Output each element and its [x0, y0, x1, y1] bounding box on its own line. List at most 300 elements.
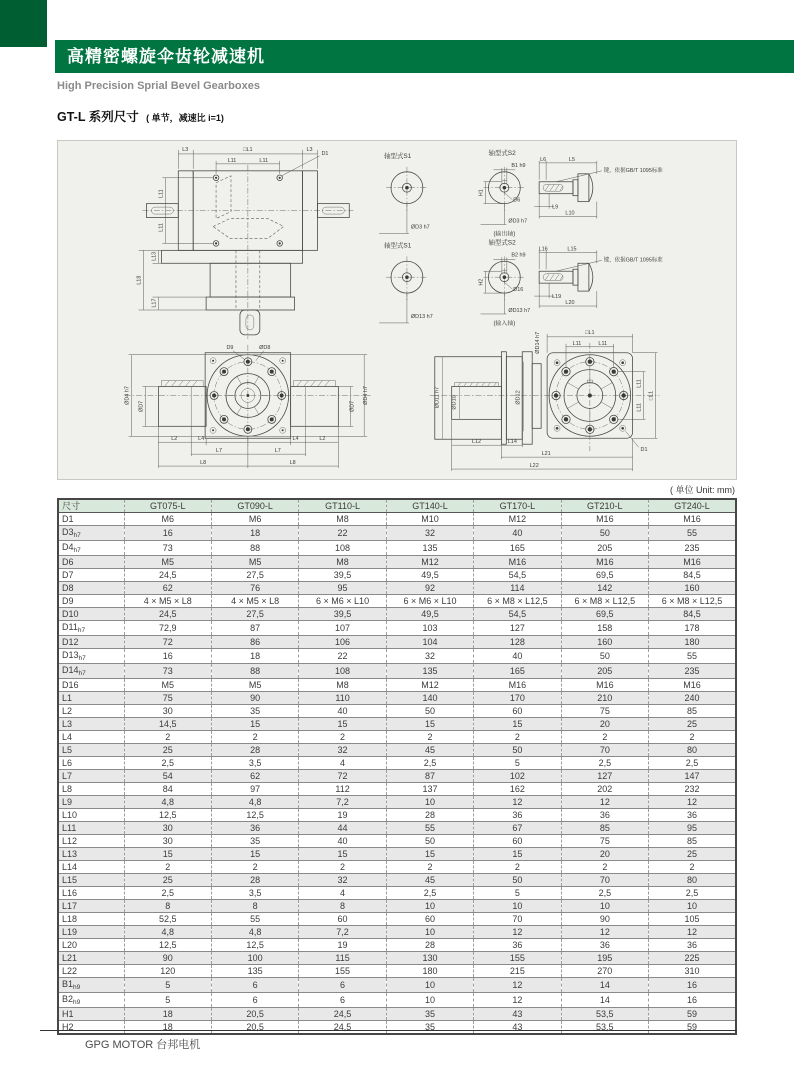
dim-value-cell: 50	[386, 705, 473, 718]
dim-value-cell: 44	[299, 822, 386, 835]
dim-label-cell: L8	[58, 783, 124, 796]
dim-label-cell: D16	[58, 679, 124, 692]
dim-value-cell: M8	[299, 679, 386, 692]
dim-value-cell: 2,5	[386, 887, 473, 900]
dim-label-cell: L10	[58, 809, 124, 822]
dim-value-cell: 15	[386, 718, 473, 731]
dim-value-cell: M5	[211, 679, 298, 692]
dim-label-l17: L17	[151, 298, 158, 308]
dim-value-cell: 115	[299, 952, 386, 965]
page-subtitle: High Precision Sprial Bevel Gearboxes	[57, 80, 260, 92]
dim-value-cell: 25	[649, 848, 736, 861]
col-header-model: GT110-L	[299, 499, 386, 513]
dim-value-cell: 90	[561, 913, 648, 926]
dim-value-cell: 20	[561, 718, 648, 731]
dim-value-cell: 2	[386, 731, 473, 744]
dim-value-cell: 240	[649, 692, 736, 705]
dim-value-cell: 4,8	[211, 796, 298, 809]
dim-label-cell: L3	[58, 718, 124, 731]
dim-value-cell: 170	[474, 692, 561, 705]
table-row	[58, 770, 736, 783]
dim-value-cell: 55	[386, 822, 473, 835]
col-header-model: GT210-L	[561, 499, 648, 513]
dim-value-cell: 25	[124, 874, 211, 887]
dim-label-l14: L14	[507, 439, 517, 446]
shaft-s2-title: 轴型式S2	[488, 239, 516, 247]
dim-value-cell: 19	[299, 809, 386, 822]
dim-label-l10: L10	[565, 210, 575, 217]
dim-value-cell: 114	[474, 582, 561, 595]
dim-value-cell: 6	[299, 993, 386, 1008]
dim-value-cell: 10	[386, 993, 473, 1008]
dim-value-cell: 6	[211, 993, 298, 1008]
dim-label-d1: D1	[640, 447, 648, 454]
table-row	[58, 913, 736, 926]
dim-value-cell: 2,5	[561, 757, 648, 770]
table-row	[58, 744, 736, 757]
dim-label-cell: L16	[58, 887, 124, 900]
dim-label-l3: L3	[306, 146, 313, 153]
dim-value-cell: 2,5	[124, 757, 211, 770]
dim-value-cell: 24,5	[124, 569, 211, 582]
dim-label-cell: D7	[58, 569, 124, 582]
dim-value-cell: 270	[561, 965, 648, 978]
dim-label-cell: D6	[58, 556, 124, 569]
dim-label-cell: H1	[58, 1008, 124, 1021]
dim-label-cell: L17	[58, 900, 124, 913]
dim-value-cell: 128	[474, 636, 561, 649]
dim-value-cell: 127	[474, 621, 561, 636]
dim-label-d7: ØD7	[138, 400, 145, 413]
dim-value-cell: 84,5	[649, 569, 736, 582]
dim-value-cell: 55	[649, 526, 736, 541]
dim-label-cell: L18	[58, 913, 124, 926]
dim-value-cell: 40	[299, 835, 386, 848]
dim-value-cell: 24,5	[299, 1008, 386, 1021]
dim-value-cell: 2,5	[386, 757, 473, 770]
col-header-model: GT240-L	[649, 499, 736, 513]
table-row	[58, 608, 736, 621]
table-row	[58, 1008, 736, 1021]
dim-label-b2: B2 h9	[511, 252, 526, 259]
dim-value-cell: 60	[386, 913, 473, 926]
dim-label-b1: B1 h9	[511, 162, 526, 169]
dim-value-cell: 2	[561, 861, 648, 874]
dim-label-l4: L4	[292, 436, 299, 443]
dim-value-cell: 72	[124, 636, 211, 649]
dim-value-cell: 25	[124, 744, 211, 757]
dim-value-cell: 19	[299, 939, 386, 952]
dim-label-d3: ØD3 h7	[508, 218, 528, 225]
table-row	[58, 887, 736, 900]
dim-value-cell: 205	[561, 541, 648, 556]
shaft-s1-title: 轴型式S1	[384, 152, 412, 160]
dim-value-cell: 5	[124, 993, 211, 1008]
dim-value-cell: 104	[386, 636, 473, 649]
dim-value-cell: 15	[474, 718, 561, 731]
dim-value-cell: 180	[649, 636, 736, 649]
dim-value-cell: 2	[649, 731, 736, 744]
table-row	[58, 965, 736, 978]
dim-label-l21: L21	[541, 451, 551, 458]
dim-value-cell: 85	[649, 705, 736, 718]
section-heading	[57, 107, 224, 126]
dim-value-cell: 45	[386, 744, 473, 757]
dim-value-cell: M5	[211, 556, 298, 569]
dim-value-cell: 30	[124, 705, 211, 718]
dim-label-d14: ØD14 h7	[535, 331, 542, 354]
dim-value-cell: 147	[649, 770, 736, 783]
input-shaft-label: (输入轴)	[493, 320, 516, 327]
dim-value-cell: 59	[649, 1008, 736, 1021]
dim-label-l1: □L1	[585, 329, 595, 336]
dim-value-cell: 4 × M5 × L8	[211, 595, 298, 608]
dim-value-cell: 2	[211, 731, 298, 744]
table-row	[58, 731, 736, 744]
dim-label-d4: ØD4 h7	[363, 386, 370, 405]
dim-label-cell: D3h7	[58, 526, 124, 541]
dim-value-cell: 155	[474, 952, 561, 965]
dim-label-d3: ØD3 h7	[410, 224, 430, 231]
dim-value-cell: 75	[561, 705, 648, 718]
dim-value-cell: 14	[561, 993, 648, 1008]
dim-value-cell: 12	[649, 926, 736, 939]
dim-value-cell: 86	[211, 636, 298, 649]
dim-value-cell: 20	[561, 848, 648, 861]
dim-value-cell: 28	[211, 874, 298, 887]
dim-label-cell: D10	[58, 608, 124, 621]
dim-label-cell: D1	[58, 513, 124, 526]
dim-value-cell: 195	[561, 952, 648, 965]
dim-value-cell: 127	[561, 770, 648, 783]
dim-value-cell: 92	[386, 582, 473, 595]
dim-value-cell: 6	[299, 978, 386, 993]
dim-label-l1: □L1	[648, 390, 655, 401]
dimension-drawings-panel	[57, 140, 737, 480]
shaft-type-s1-output-drawing	[379, 151, 430, 234]
dim-label-l6: L6	[540, 156, 547, 163]
dim-value-cell: 107	[299, 621, 386, 636]
table-row	[58, 993, 736, 1008]
dim-value-cell: 75	[561, 835, 648, 848]
dim-value-cell: 135	[211, 965, 298, 978]
dim-value-cell: 202	[561, 783, 648, 796]
table-row	[58, 649, 736, 664]
dim-label-d13: ØD13 h7	[508, 307, 531, 314]
dim-value-cell: 5	[124, 978, 211, 993]
dim-value-cell: 25	[649, 718, 736, 731]
table-row	[58, 621, 736, 636]
dim-value-cell: 15	[211, 848, 298, 861]
dim-value-cell: 62	[211, 770, 298, 783]
dim-label-l11: L11	[598, 340, 608, 347]
table-row	[58, 636, 736, 649]
dim-value-cell: 80	[649, 744, 736, 757]
dim-value-cell: 60	[299, 913, 386, 926]
dim-value-cell: 88	[211, 664, 298, 679]
dim-value-cell: 2	[211, 861, 298, 874]
front-view-drawing	[137, 147, 354, 339]
dim-value-cell: 18	[211, 526, 298, 541]
dim-value-cell: 235	[649, 541, 736, 556]
dim-value-cell: 30	[124, 822, 211, 835]
dim-value-cell: 6 × M6 × L10	[299, 595, 386, 608]
col-header-model: GT170-L	[474, 499, 561, 513]
dim-label-l9: L9	[552, 204, 559, 211]
dim-value-cell: 97	[211, 783, 298, 796]
table-row	[58, 874, 736, 887]
table-head	[58, 499, 736, 513]
dim-value-cell: 135	[386, 541, 473, 556]
dim-value-cell: 50	[474, 744, 561, 757]
dim-label-d12: ØD12	[515, 390, 522, 405]
col-header-model: GT075-L	[124, 499, 211, 513]
dim-label-l5: L5	[568, 156, 576, 163]
dim-label-d9: D9	[226, 344, 234, 351]
brand-green-square	[0, 0, 47, 47]
dim-value-cell: 2,5	[649, 757, 736, 770]
table-row	[58, 582, 736, 595]
dim-value-cell: 3,5	[211, 887, 298, 900]
dim-value-cell: 90	[211, 692, 298, 705]
output-flange-view-drawing	[125, 345, 372, 468]
dim-value-cell: M16	[474, 679, 561, 692]
dim-value-cell: 16	[649, 978, 736, 993]
dim-value-cell: 49,5	[386, 569, 473, 582]
dim-value-cell: 10	[386, 926, 473, 939]
dim-label-cell: L5	[58, 744, 124, 757]
dim-label-l11: L11	[572, 340, 582, 347]
dim-value-cell: 16	[124, 526, 211, 541]
dim-label-l13: L13	[151, 251, 158, 261]
dim-value-cell: 88	[211, 541, 298, 556]
dim-value-cell: M16	[649, 513, 736, 526]
dim-value-cell: 59	[649, 1021, 736, 1035]
dim-label-l7: L7	[274, 448, 281, 455]
dim-value-cell: 2,5	[649, 887, 736, 900]
section-title: GT-L 系列尺寸	[57, 110, 139, 124]
dim-value-cell: 22	[299, 526, 386, 541]
table-row	[58, 796, 736, 809]
dim-label-cell: D4h7	[58, 541, 124, 556]
dim-value-cell: M16	[649, 679, 736, 692]
dim-value-cell: 24,5	[124, 608, 211, 621]
table-row	[58, 664, 736, 679]
table-row	[58, 900, 736, 913]
dim-value-cell: 232	[649, 783, 736, 796]
dim-value-cell: 32	[299, 874, 386, 887]
footer-brand: GPG MOTOR 台邦电机	[85, 1039, 201, 1051]
dim-value-cell: 2	[386, 861, 473, 874]
dim-value-cell: 310	[649, 965, 736, 978]
dim-value-cell: 15	[299, 718, 386, 731]
dim-label-l11: L11	[158, 189, 165, 199]
dim-value-cell: 10	[386, 796, 473, 809]
table-row	[58, 757, 736, 770]
dim-value-cell: 60	[474, 705, 561, 718]
shaft-s2-title: 轴型式S2	[488, 149, 516, 157]
dim-label-cell: L7	[58, 770, 124, 783]
dim-value-cell: 160	[649, 582, 736, 595]
dim-label-cell: D13h7	[58, 649, 124, 664]
dim-value-cell: 28	[386, 939, 473, 952]
shaft-type-s2-output-drawing	[478, 148, 663, 238]
dim-label-d1: D1	[321, 150, 329, 157]
dim-value-cell: 32	[386, 526, 473, 541]
dim-value-cell: 142	[561, 582, 648, 595]
table-row	[58, 1021, 736, 1035]
dim-value-cell: M8	[299, 556, 386, 569]
table-row	[58, 526, 736, 541]
output-shaft-label: (输出轴)	[493, 231, 516, 238]
dim-value-cell: 54	[124, 770, 211, 783]
dim-value-cell: 55	[211, 913, 298, 926]
dim-value-cell: 73	[124, 541, 211, 556]
table-row	[58, 705, 736, 718]
dim-value-cell: 2	[561, 731, 648, 744]
dim-value-cell: 72	[299, 770, 386, 783]
dim-value-cell: 155	[299, 965, 386, 978]
footer-rule	[40, 1030, 737, 1031]
dim-value-cell: 5	[474, 887, 561, 900]
dim-value-cell: 106	[299, 636, 386, 649]
dim-value-cell: 85	[649, 835, 736, 848]
dimensions-table-wrap	[57, 498, 737, 1035]
dim-value-cell: 12	[474, 978, 561, 993]
dim-label-d8: ØD8	[259, 344, 271, 351]
dim-value-cell: 2	[649, 861, 736, 874]
dim-value-cell: 36	[211, 822, 298, 835]
dim-value-cell: 2	[124, 861, 211, 874]
key-standard-note: 键，依据GB/T 1095标准	[603, 167, 663, 174]
dim-value-cell: 49,5	[386, 608, 473, 621]
dim-value-cell: M6	[124, 513, 211, 526]
dim-value-cell: 12	[649, 796, 736, 809]
dim-value-cell: 18	[211, 649, 298, 664]
dim-label-d13: ØD13 h7	[410, 313, 433, 320]
dim-value-cell: 72,9	[124, 621, 211, 636]
dim-value-cell: 20,5	[211, 1008, 298, 1021]
table-row	[58, 556, 736, 569]
col-header-model: GT140-L	[386, 499, 473, 513]
key-standard-note: 键，依据GB/T 1095标准	[603, 257, 663, 264]
dim-value-cell: 3,5	[211, 757, 298, 770]
dim-value-cell: 50	[474, 874, 561, 887]
dim-label-cell: D8	[58, 582, 124, 595]
dim-value-cell: 10	[474, 900, 561, 913]
dim-value-cell: 4,8	[124, 796, 211, 809]
dim-value-cell: 16	[124, 649, 211, 664]
dim-value-cell: 10	[386, 900, 473, 913]
dim-label-cell: L4	[58, 731, 124, 744]
dim-value-cell: 4 × M5 × L8	[124, 595, 211, 608]
dim-label-cell: L13	[58, 848, 124, 861]
dim-value-cell: 28	[211, 744, 298, 757]
dim-value-cell: 225	[649, 952, 736, 965]
dim-value-cell: 32	[299, 744, 386, 757]
dim-value-cell: 40	[299, 705, 386, 718]
dim-value-cell: 120	[124, 965, 211, 978]
dim-value-cell: 205	[561, 664, 648, 679]
dim-label-cell: H2	[58, 1021, 124, 1035]
dim-value-cell: 80	[649, 874, 736, 887]
dim-value-cell: 76	[211, 582, 298, 595]
dim-value-cell: 69,5	[561, 569, 648, 582]
dim-label-d4: ØD4 h7	[124, 386, 131, 405]
dim-value-cell: M12	[474, 513, 561, 526]
dim-value-cell: 95	[299, 582, 386, 595]
dim-value-cell: 178	[649, 621, 736, 636]
dim-value-cell: 36	[561, 809, 648, 822]
dim-value-cell: 5	[474, 757, 561, 770]
dim-label-l20: L20	[565, 300, 575, 307]
dim-value-cell: 84	[124, 783, 211, 796]
dim-label-cell: L1	[58, 692, 124, 705]
table-row	[58, 692, 736, 705]
dim-value-cell: 60	[474, 835, 561, 848]
dim-value-cell: 35	[386, 1021, 473, 1035]
dim-value-cell: 103	[386, 621, 473, 636]
dim-value-cell: 84,5	[649, 608, 736, 621]
dim-label-cell: L11	[58, 822, 124, 835]
dim-value-cell: 14	[561, 978, 648, 993]
dim-value-cell: 10	[386, 978, 473, 993]
dim-value-cell: 108	[299, 664, 386, 679]
dim-value-cell: 36	[649, 939, 736, 952]
dim-label-d10: ØD10	[451, 395, 458, 410]
dim-value-cell: 2	[474, 861, 561, 874]
dim-value-cell: 130	[386, 952, 473, 965]
dim-value-cell: 2,5	[561, 887, 648, 900]
dim-label-cell: L21	[58, 952, 124, 965]
dim-value-cell: 12,5	[124, 809, 211, 822]
dim-value-cell: 108	[299, 541, 386, 556]
dim-value-cell: 12	[474, 993, 561, 1008]
dim-value-cell: 22	[299, 649, 386, 664]
dim-label-cell: L19	[58, 926, 124, 939]
table-row	[58, 848, 736, 861]
dim-label-h2: H2	[478, 278, 485, 286]
dim-value-cell: 36	[474, 809, 561, 822]
dim-value-cell: 43	[474, 1008, 561, 1021]
dim-value-cell: 69,5	[561, 608, 648, 621]
dim-label-l11: L11	[259, 157, 269, 164]
dim-value-cell: 35	[386, 1008, 473, 1021]
dim-value-cell: 27,5	[211, 608, 298, 621]
dim-value-cell: M5	[124, 556, 211, 569]
dim-value-cell: 90	[124, 952, 211, 965]
dim-label-d6: D6	[513, 197, 521, 204]
dim-value-cell: 50	[561, 649, 648, 664]
dim-value-cell: 12	[474, 926, 561, 939]
dim-value-cell: 215	[474, 965, 561, 978]
dim-value-cell: 40	[474, 526, 561, 541]
dim-value-cell: 54,5	[474, 569, 561, 582]
dim-value-cell: 160	[561, 636, 648, 649]
dim-value-cell: 36	[649, 809, 736, 822]
dim-label-cell: D9	[58, 595, 124, 608]
table-row	[58, 835, 736, 848]
unit-note: ( 单位 Unit: mm)	[670, 485, 735, 495]
dim-value-cell: 7,2	[299, 796, 386, 809]
dim-value-cell: 15	[299, 848, 386, 861]
dim-value-cell: 18	[124, 1008, 211, 1021]
dim-label-cell: L6	[58, 757, 124, 770]
dim-value-cell: 95	[649, 822, 736, 835]
dim-value-cell: 112	[299, 783, 386, 796]
table-row	[58, 679, 736, 692]
table-row	[58, 822, 736, 835]
